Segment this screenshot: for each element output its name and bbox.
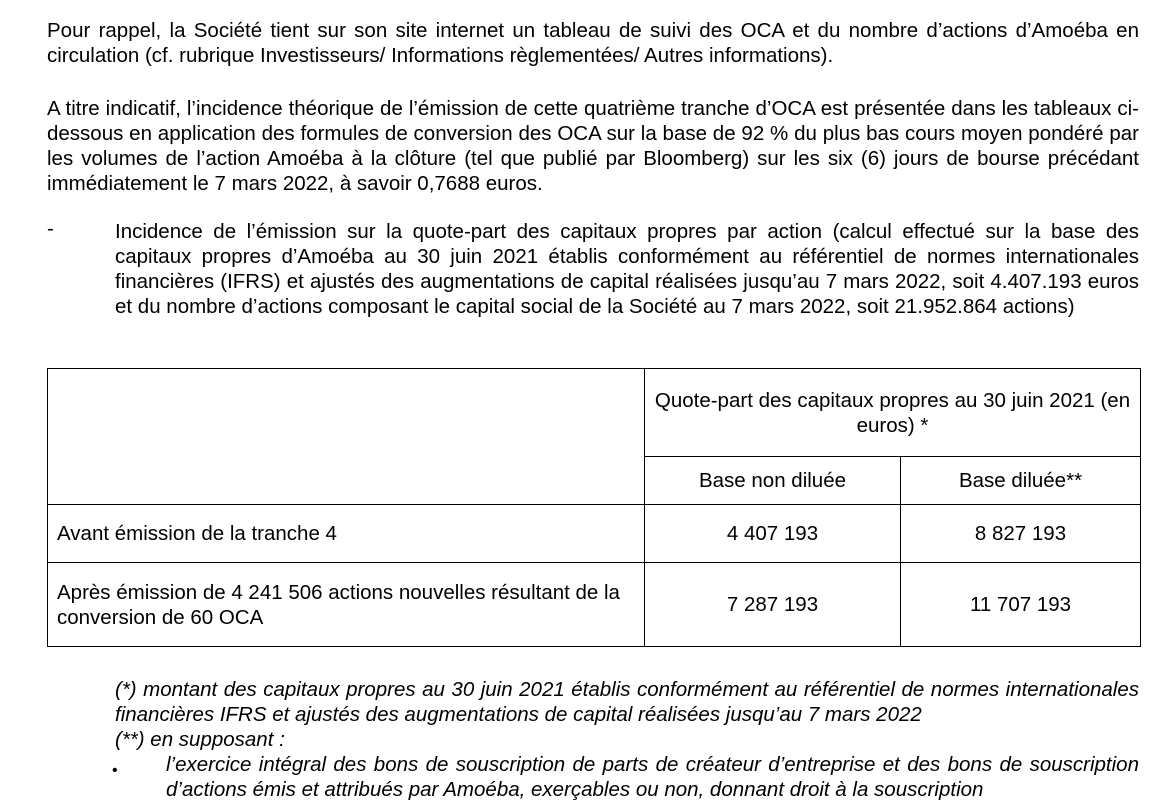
footnote-single-star: (*) montant des capitaux propres au 30 juin 2021 établis conformément au référentiel de normes internationales financières IFRS et ajustés des augmentations de capital réalisées jusqu’au 7 mars 2022 [115, 678, 1139, 726]
row-label: Après émission de 4 241 506 actions nouvelles résultant de la conversion de 60 OCA [48, 563, 645, 647]
cell-non-dilue: 4 407 193 [645, 505, 901, 563]
header-base-non-diluee: Base non diluée [645, 457, 901, 505]
table-row [48, 505, 1141, 563]
table-header-main: Quote-part des capitaux propres au 30 juin 2021 (en euros) * [645, 369, 1141, 457]
cell-dilue: 8 827 193 [901, 505, 1141, 563]
list-dash-marker: - [47, 217, 54, 240]
cell-dilue: 11 707 193 [901, 563, 1141, 647]
cell-non-dilue: 7 287 193 [645, 563, 901, 647]
footnote-double-star: (**) en supposant : [115, 728, 285, 751]
table-corner-cell [48, 369, 645, 505]
table-header-row [48, 369, 1141, 457]
intro-paragraph: Pour rappel, la Société tient sur son site internet un tableau de suivi des OCA et du nombre d’actions d’Amoéba en circulation (cf. rubrique Investisseurs/ Informations règlementées/ Autres informations). [47, 19, 1139, 67]
incidence-list-item: Incidence de l’émission sur la quote-part des capitaux propres par action (calcul effectué sur la base des capitaux propres d’Amoéba au 30 juin 2021 établis conformément au référentiel de normes internationales financières (IFRS) et ajustés des augmentations de capital réalisées jusqu’au 7 mars 2022, soit 4.407.193 euros et du nombre d’actions composant le capital social de la Société au 7 mars 2022, soit 21.952.864 actions) [115, 220, 1139, 318]
indicative-paragraph: A titre indicatif, l’incidence théorique de l’émission de cette quatrième tranche d’OCA est présentée dans les tableaux ci-dessous en application des formules de conversion des OCA sur la base de 92 % du plus bas cours moyen pondéré par les volumes de l’action Amoéba à la clôture (tel que publié par Bloomberg) sur les six (6) jours de bourse précédant immédiatement le 7 mars 2022, à savoir 0,7688 euros. [47, 97, 1139, 195]
header-base-diluee: Base diluée** [901, 457, 1141, 505]
bullet-dot-marker: • [112, 762, 118, 779]
table-row [48, 563, 1141, 647]
equity-share-table [47, 368, 1141, 647]
row-label: Avant émission de la tranche 4 [48, 505, 645, 563]
footnote-bullet-item: l’exercice intégral des bons de souscription de parts de créateur d’entreprise et des bons de souscription d’actions émis et attribués par Amoéba, exerçables ou non, donnant droit à la souscription [166, 753, 1139, 801]
